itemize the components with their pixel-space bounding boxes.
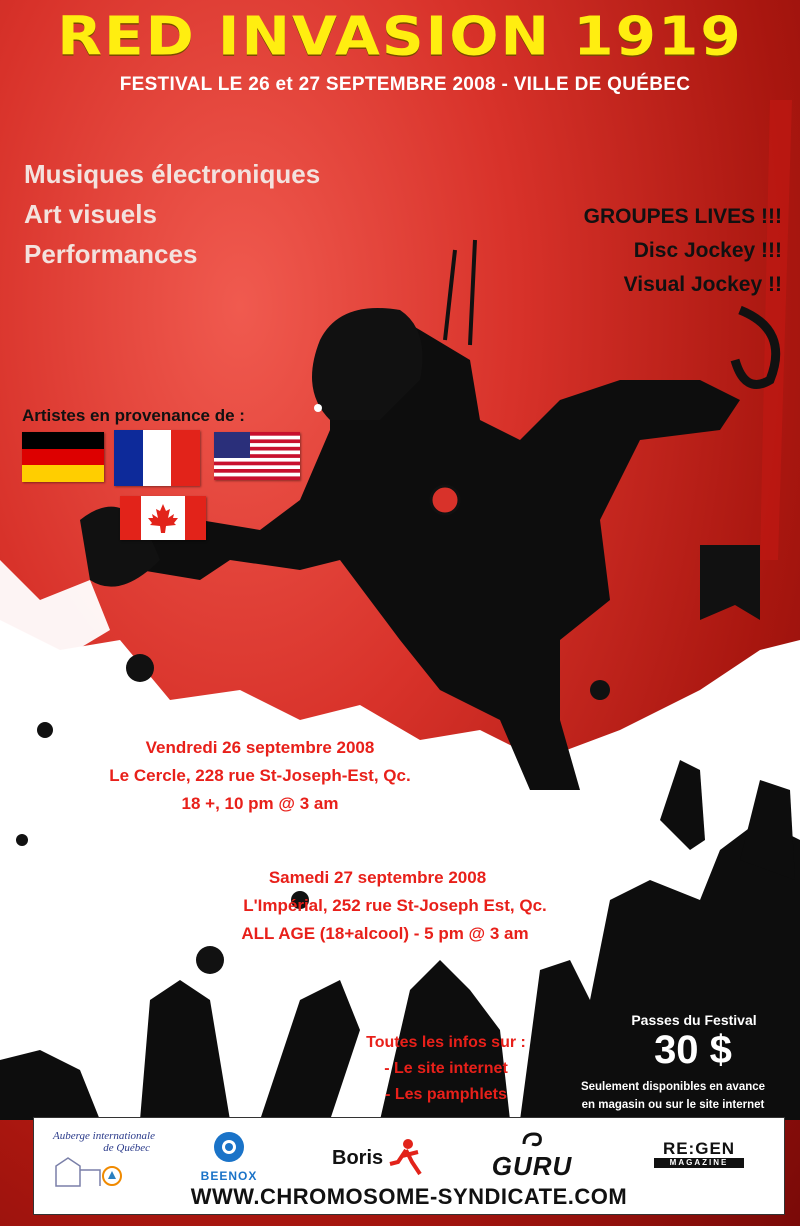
sponsors-bar [33, 1117, 785, 1215]
lives-item: GROUPES LIVES !!! [583, 205, 782, 228]
feature-item: Musiques électroniques [24, 159, 321, 189]
boris-label: Boris [332, 1147, 384, 1169]
event-saturday [185, 864, 605, 948]
pass-note-line: en magasin ou sur le site internet [581, 1099, 765, 1111]
festival-title: RED INVASION 1919 [57, 4, 743, 68]
canada-flag [120, 496, 206, 540]
event-details: ALL AGE (18+alcool) - 5 pm @ 3 am [241, 924, 529, 943]
regen-sub-label: MAGAZINE [654, 1158, 744, 1168]
auberge-name-line: Auberge internationale [53, 1130, 155, 1142]
event-friday [80, 734, 440, 818]
event-venue: Le Cercle, 228 rue St-Joseph-Est, Qc. [109, 766, 411, 785]
event-venue: L'Impérial, 252 rue St-Joseph Est, Qc. [243, 896, 547, 915]
info-heading: Toutes les infos sur : [366, 1034, 526, 1051]
lives-item: Visual Jockey !! [623, 273, 782, 296]
auberge-name-line: de Québec [103, 1142, 150, 1154]
boris-runner-icon [388, 1138, 424, 1178]
auberge-building-icon [54, 1154, 134, 1188]
regen-label: RE:GEN [662, 1139, 736, 1158]
guru-swirl-icon [520, 1132, 544, 1148]
pass-note [548, 1078, 798, 1114]
boris-logo [332, 1138, 432, 1178]
guru-label: GURU [491, 1151, 573, 1181]
info-item: - Le site internet [384, 1060, 508, 1077]
beenox-icon [209, 1130, 249, 1164]
france-flag [114, 430, 200, 486]
pass-note-line: Seulement disponibles en avance [580, 1081, 766, 1093]
features-list [24, 154, 320, 274]
festival-pass [548, 1012, 798, 1114]
feature-item: Performances [24, 239, 198, 269]
event-date: Samedi 27 septembre 2008 [268, 868, 487, 887]
event-date: Vendredi 26 septembre 2008 [145, 738, 375, 757]
beenox-logo [189, 1130, 269, 1183]
usa-flag [214, 432, 300, 480]
lives-item: Disc Jockey !!! [633, 239, 782, 262]
lives-list [584, 200, 782, 302]
website-url[interactable]: WWW.CHROMOSOME-SYNDICATE.COM [190, 1184, 628, 1209]
pass-price: 30 $ [654, 1028, 732, 1072]
info-item: - Les pamphlets [385, 1086, 507, 1103]
festival-subtitle: FESTIVAL LE 26 et 27 SEPTEMBRE 2008 - VILLE DE QUÉBEC [119, 74, 691, 95]
regen-logo [654, 1140, 744, 1168]
event-details: 18 +, 10 pm @ 3 am [181, 794, 339, 813]
pass-label: Passes du Festival [631, 1012, 757, 1028]
info-block [336, 1030, 556, 1108]
beenox-label: BEENOX [200, 1169, 258, 1183]
artists-label: Artistes en provenance de : [22, 406, 245, 425]
germany-flag [22, 432, 104, 482]
guru-logo [482, 1132, 582, 1179]
feature-item: Art visuels [24, 199, 157, 229]
